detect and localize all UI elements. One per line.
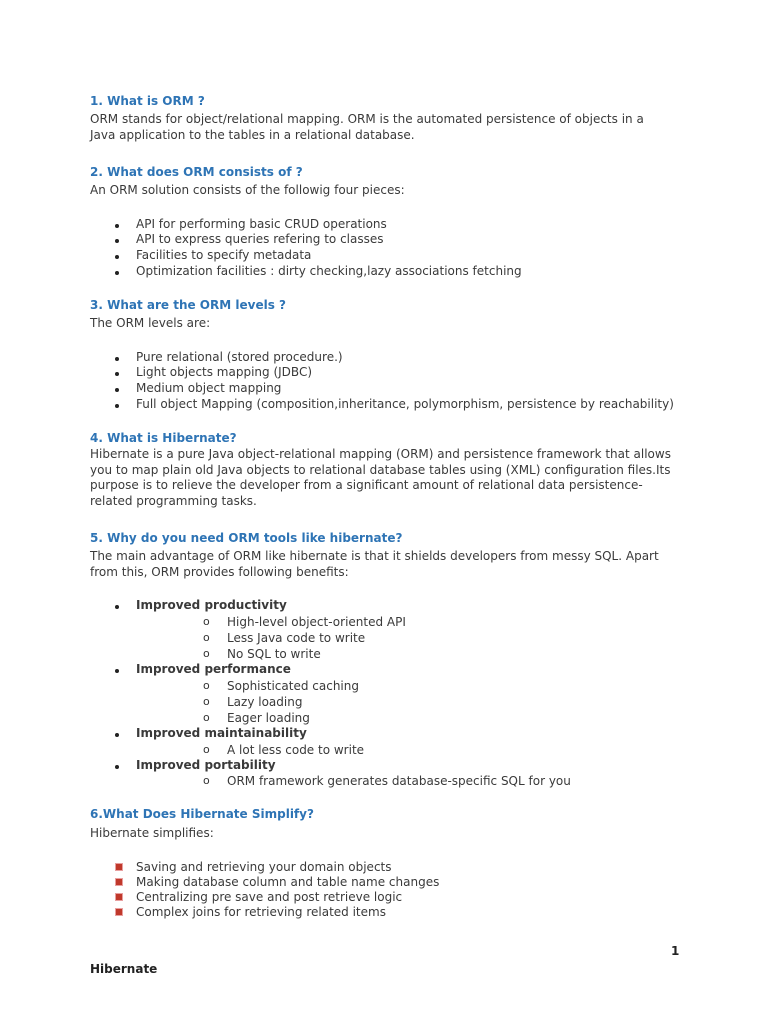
circle-bullet-icon: o <box>203 694 210 708</box>
list-item <box>90 365 690 381</box>
section-paragraph: Hibernate is a pure Java object-relational mapping (ORM) and persistence framework that allows you to map plain old Java objects to relational database tables using (XML) configuration files.Its purpose is to relieve the developer from a significant amount of relational data persistence-related programming tasks. <box>90 447 671 508</box>
sub-list <box>136 614 690 662</box>
bullet-icon <box>115 224 119 228</box>
bullet-icon <box>115 271 119 275</box>
section-heading: 5. Why do you need ORM tools like hibernate? <box>90 531 403 545</box>
list-item-text: Centralizing pre save and post retrieve logic <box>136 889 403 904</box>
square-bullet-icon <box>115 878 123 886</box>
bullet-icon <box>115 404 119 408</box>
section-orm-consists <box>90 164 690 280</box>
bullet-icon <box>115 388 119 392</box>
section-what-is-orm <box>90 93 690 143</box>
bullet-icon <box>115 669 119 673</box>
section-orm-levels <box>90 297 690 413</box>
section-heading: 4. What is Hibernate? <box>90 431 237 445</box>
section-why-orm-tools <box>90 530 690 789</box>
bullet-icon <box>115 605 119 609</box>
section-hibernate-simplify <box>90 806 690 920</box>
list-item <box>90 860 690 875</box>
list-item <box>90 217 690 233</box>
list-item <box>90 381 690 397</box>
section-heading: 3. What are the ORM levels ? <box>90 298 286 312</box>
list-item <box>90 890 690 905</box>
bullet-icon <box>115 733 119 737</box>
circle-bullet-icon: o <box>203 742 210 756</box>
list-item-text: Medium object mapping <box>136 381 282 396</box>
sub-list-item <box>136 710 690 726</box>
section-paragraph: An ORM solution consists of the followig four pieces: <box>90 183 405 197</box>
circle-bullet-icon: o <box>203 774 210 788</box>
circle-bullet-icon: o <box>203 646 210 660</box>
list-item-text: API to express queries refering to classes <box>136 232 384 247</box>
list-item-text: Pure relational (stored procedure.) <box>136 349 343 364</box>
sub-list-item-text: Lazy loading <box>227 694 303 709</box>
list-item-text: Improved performance <box>136 661 291 676</box>
circle-bullet-icon: o <box>203 710 210 724</box>
list-item-text: Facilities to specify metadata <box>136 248 312 263</box>
list-item <box>90 905 690 920</box>
circle-bullet-icon: o <box>203 678 210 692</box>
bullet-list <box>90 217 690 280</box>
sub-list <box>136 678 690 726</box>
list-item <box>90 248 690 264</box>
list-item <box>90 397 690 413</box>
list-item-text: Improved portability <box>136 757 276 772</box>
list-item-text: Complex joins for retrieving related items <box>136 904 386 919</box>
list-item-text: Light objects mapping (JDBC) <box>136 365 312 380</box>
list-item <box>90 662 690 726</box>
sub-list <box>136 773 690 789</box>
benefits-list <box>90 598 690 789</box>
page-number: 1 <box>671 944 680 958</box>
sub-list-item-text: High-level object-oriented API <box>227 614 406 629</box>
section-paragraph: The ORM levels are: <box>90 316 211 330</box>
square-bullet-list <box>90 860 690 920</box>
bullet-icon <box>115 255 119 259</box>
section-what-is-hibernate <box>90 430 690 509</box>
bullet-icon <box>115 357 119 361</box>
sub-list-item-text: Eager loading <box>227 710 310 725</box>
section-heading: 2. What does ORM consists of ? <box>90 165 303 179</box>
list-item <box>90 758 690 790</box>
square-bullet-icon <box>115 863 123 871</box>
sub-list-item <box>136 630 690 646</box>
list-item-text: Full object Mapping (composition,inheritance, polymorphism, persistence by reachability) <box>136 396 674 411</box>
sub-list-item-text: ORM framework generates database-specific SQL for you <box>227 774 571 789</box>
list-item-text: Making database column and table name changes <box>136 874 440 889</box>
sub-list <box>136 742 690 758</box>
sub-list-item <box>136 614 690 630</box>
list-item <box>90 875 690 890</box>
circle-bullet-icon: o <box>203 614 210 628</box>
list-item-text: Optimization facilities : dirty checking,lazy associations fetching <box>136 263 522 278</box>
square-bullet-icon <box>115 893 123 901</box>
sub-list-item <box>136 694 690 710</box>
circle-bullet-icon: o <box>203 630 210 644</box>
section-paragraph: ORM stands for object/relational mapping. ORM is the automated persistence of objects in a Java application to the tables in a relational database. <box>90 112 644 142</box>
bullet-icon <box>115 372 119 376</box>
bullet-list <box>90 350 690 413</box>
bullet-icon <box>115 765 119 769</box>
section-paragraph: The main advantage of ORM like hibernate is that it shields developers from messy SQL. Apart from this, ORM provides following benefits: <box>90 549 659 579</box>
bullet-icon <box>115 239 119 243</box>
list-item <box>90 598 690 662</box>
section-paragraph: Hibernate simplifies: <box>90 826 214 840</box>
sub-list-item-text: Less Java code to write <box>227 630 366 645</box>
list-item-text: Improved maintainability <box>136 725 307 740</box>
list-item <box>90 726 690 758</box>
sub-list-item-text: No SQL to write <box>227 646 321 661</box>
footer-title: Hibernate <box>90 962 158 976</box>
square-bullet-icon <box>115 908 123 916</box>
list-item <box>90 350 690 366</box>
sub-list-item <box>136 742 690 758</box>
sub-list-item <box>136 773 690 789</box>
section-heading: 6.What Does Hibernate Simplify? <box>90 807 314 821</box>
list-item <box>90 264 690 280</box>
sub-list-item-text: Sophisticated caching <box>227 678 359 693</box>
sub-list-item <box>136 678 690 694</box>
sub-list-item-text: A lot less code to write <box>227 742 365 757</box>
sub-list-item <box>136 646 690 662</box>
section-heading: 1. What is ORM ? <box>90 94 205 108</box>
list-item-text: API for performing basic CRUD operations <box>136 216 387 231</box>
list-item-text: Saving and retrieving your domain objects <box>136 859 392 874</box>
list-item <box>90 232 690 248</box>
list-item-text: Improved productivity <box>136 598 287 613</box>
